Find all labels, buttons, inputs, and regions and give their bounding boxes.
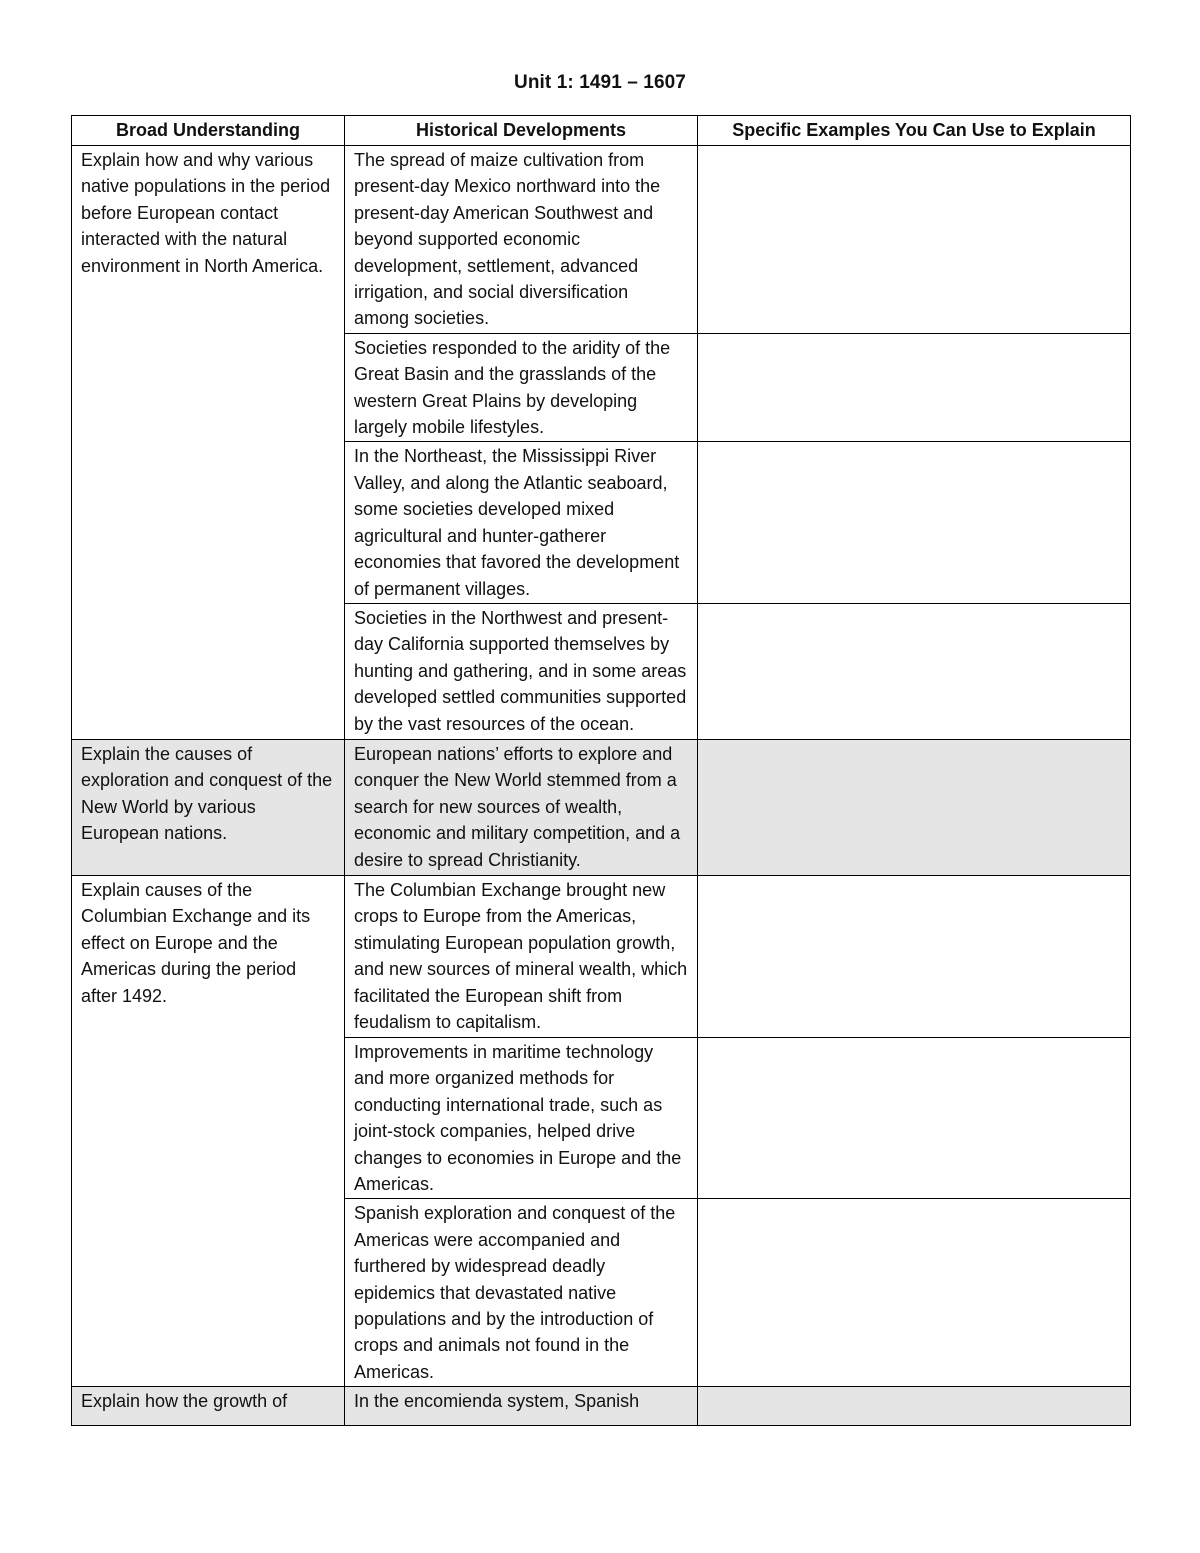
- header-broad-understanding: Broad Understanding: [72, 116, 345, 146]
- table-row: [72, 146, 1131, 334]
- header-specific-examples: Specific Examples You Can Use to Explain: [698, 116, 1131, 146]
- historical-development-cell: [345, 1387, 698, 1426]
- broad-understanding-text: Explain how the growth of: [81, 1391, 288, 1412]
- document-title: Unit 1: 1491 – 1607: [514, 72, 686, 93]
- historical-development-cell: The spread of maize cultivation from present-day Mexico northward into the present-day American Southwest and beyond supported economic development, settlement, advanced irrigation, and social diversification among societies.: [345, 146, 698, 334]
- specific-examples-cell[interactable]: [698, 875, 1131, 1037]
- table-row: [72, 875, 1131, 1037]
- specific-examples-cell[interactable]: [698, 739, 1131, 875]
- specific-examples-cell[interactable]: [698, 1199, 1131, 1387]
- historical-development-cell: Spanish exploration and conquest of the Americas were accompanied and furthered by widespread deadly epidemics that devastated native populations and by the introduction of crops and animals not found in the Americas.: [345, 1199, 698, 1387]
- header-historical-developments: Historical Developments: [345, 116, 698, 146]
- specific-examples-cell[interactable]: [698, 1037, 1131, 1198]
- specific-examples-cell[interactable]: [698, 333, 1131, 442]
- specific-examples-cell[interactable]: [698, 1387, 1131, 1426]
- historical-development-text: In the encomienda system, Spanish: [354, 1391, 640, 1412]
- historical-development-cell: Societies responded to the aridity of the Great Basin and the grasslands of the western Great Plains by developing largely mobile lifestyles.: [345, 333, 698, 442]
- broad-understanding-cell: Explain causes of the Columbian Exchange and its effect on Europe and the Americas during the period after 1492.: [72, 875, 345, 1386]
- specific-examples-cell[interactable]: [698, 442, 1131, 603]
- specific-examples-cell[interactable]: [698, 603, 1131, 739]
- historical-development-cell: Societies in the Northwest and present-day California supported themselves by hunting and gathering, and in some areas developed settled communities supported by the vast resources of the ocean.: [345, 603, 698, 739]
- table-header-row: [72, 116, 1131, 146]
- historical-development-cell: European nations’ efforts to explore and conquer the New World stemmed from a search for new sources of wealth, economic and military competition, and a desire to spread Christianity.: [345, 739, 698, 875]
- specific-examples-cell[interactable]: [698, 146, 1131, 334]
- broad-understanding-cell: Explain how and why various native populations in the period before European contact interacted with the natural environment in North America.: [72, 146, 345, 740]
- broad-understanding-cell: [72, 1387, 345, 1426]
- table-row: [72, 739, 1131, 875]
- table-row: [72, 1387, 1131, 1426]
- unit-table: [71, 115, 1131, 1426]
- historical-development-cell: In the Northeast, the Mississippi River Valley, and along the Atlantic seaboard, some societies developed mixed agricultural and hunter-gatherer economies that favored the development of permanent villages.: [345, 442, 698, 603]
- historical-development-cell: Improvements in maritime technology and more organized methods for conducting international trade, such as joint-stock companies, helped drive changes to economies in Europe and the Americas.: [345, 1037, 698, 1198]
- historical-development-cell: The Columbian Exchange brought new crops to Europe from the Americas, stimulating European population growth, and new sources of mineral wealth, which facilitated the European shift from feudalism to capitalism.: [345, 875, 698, 1037]
- broad-understanding-cell: Explain the causes of exploration and conquest of the New World by various European nations.: [72, 739, 345, 875]
